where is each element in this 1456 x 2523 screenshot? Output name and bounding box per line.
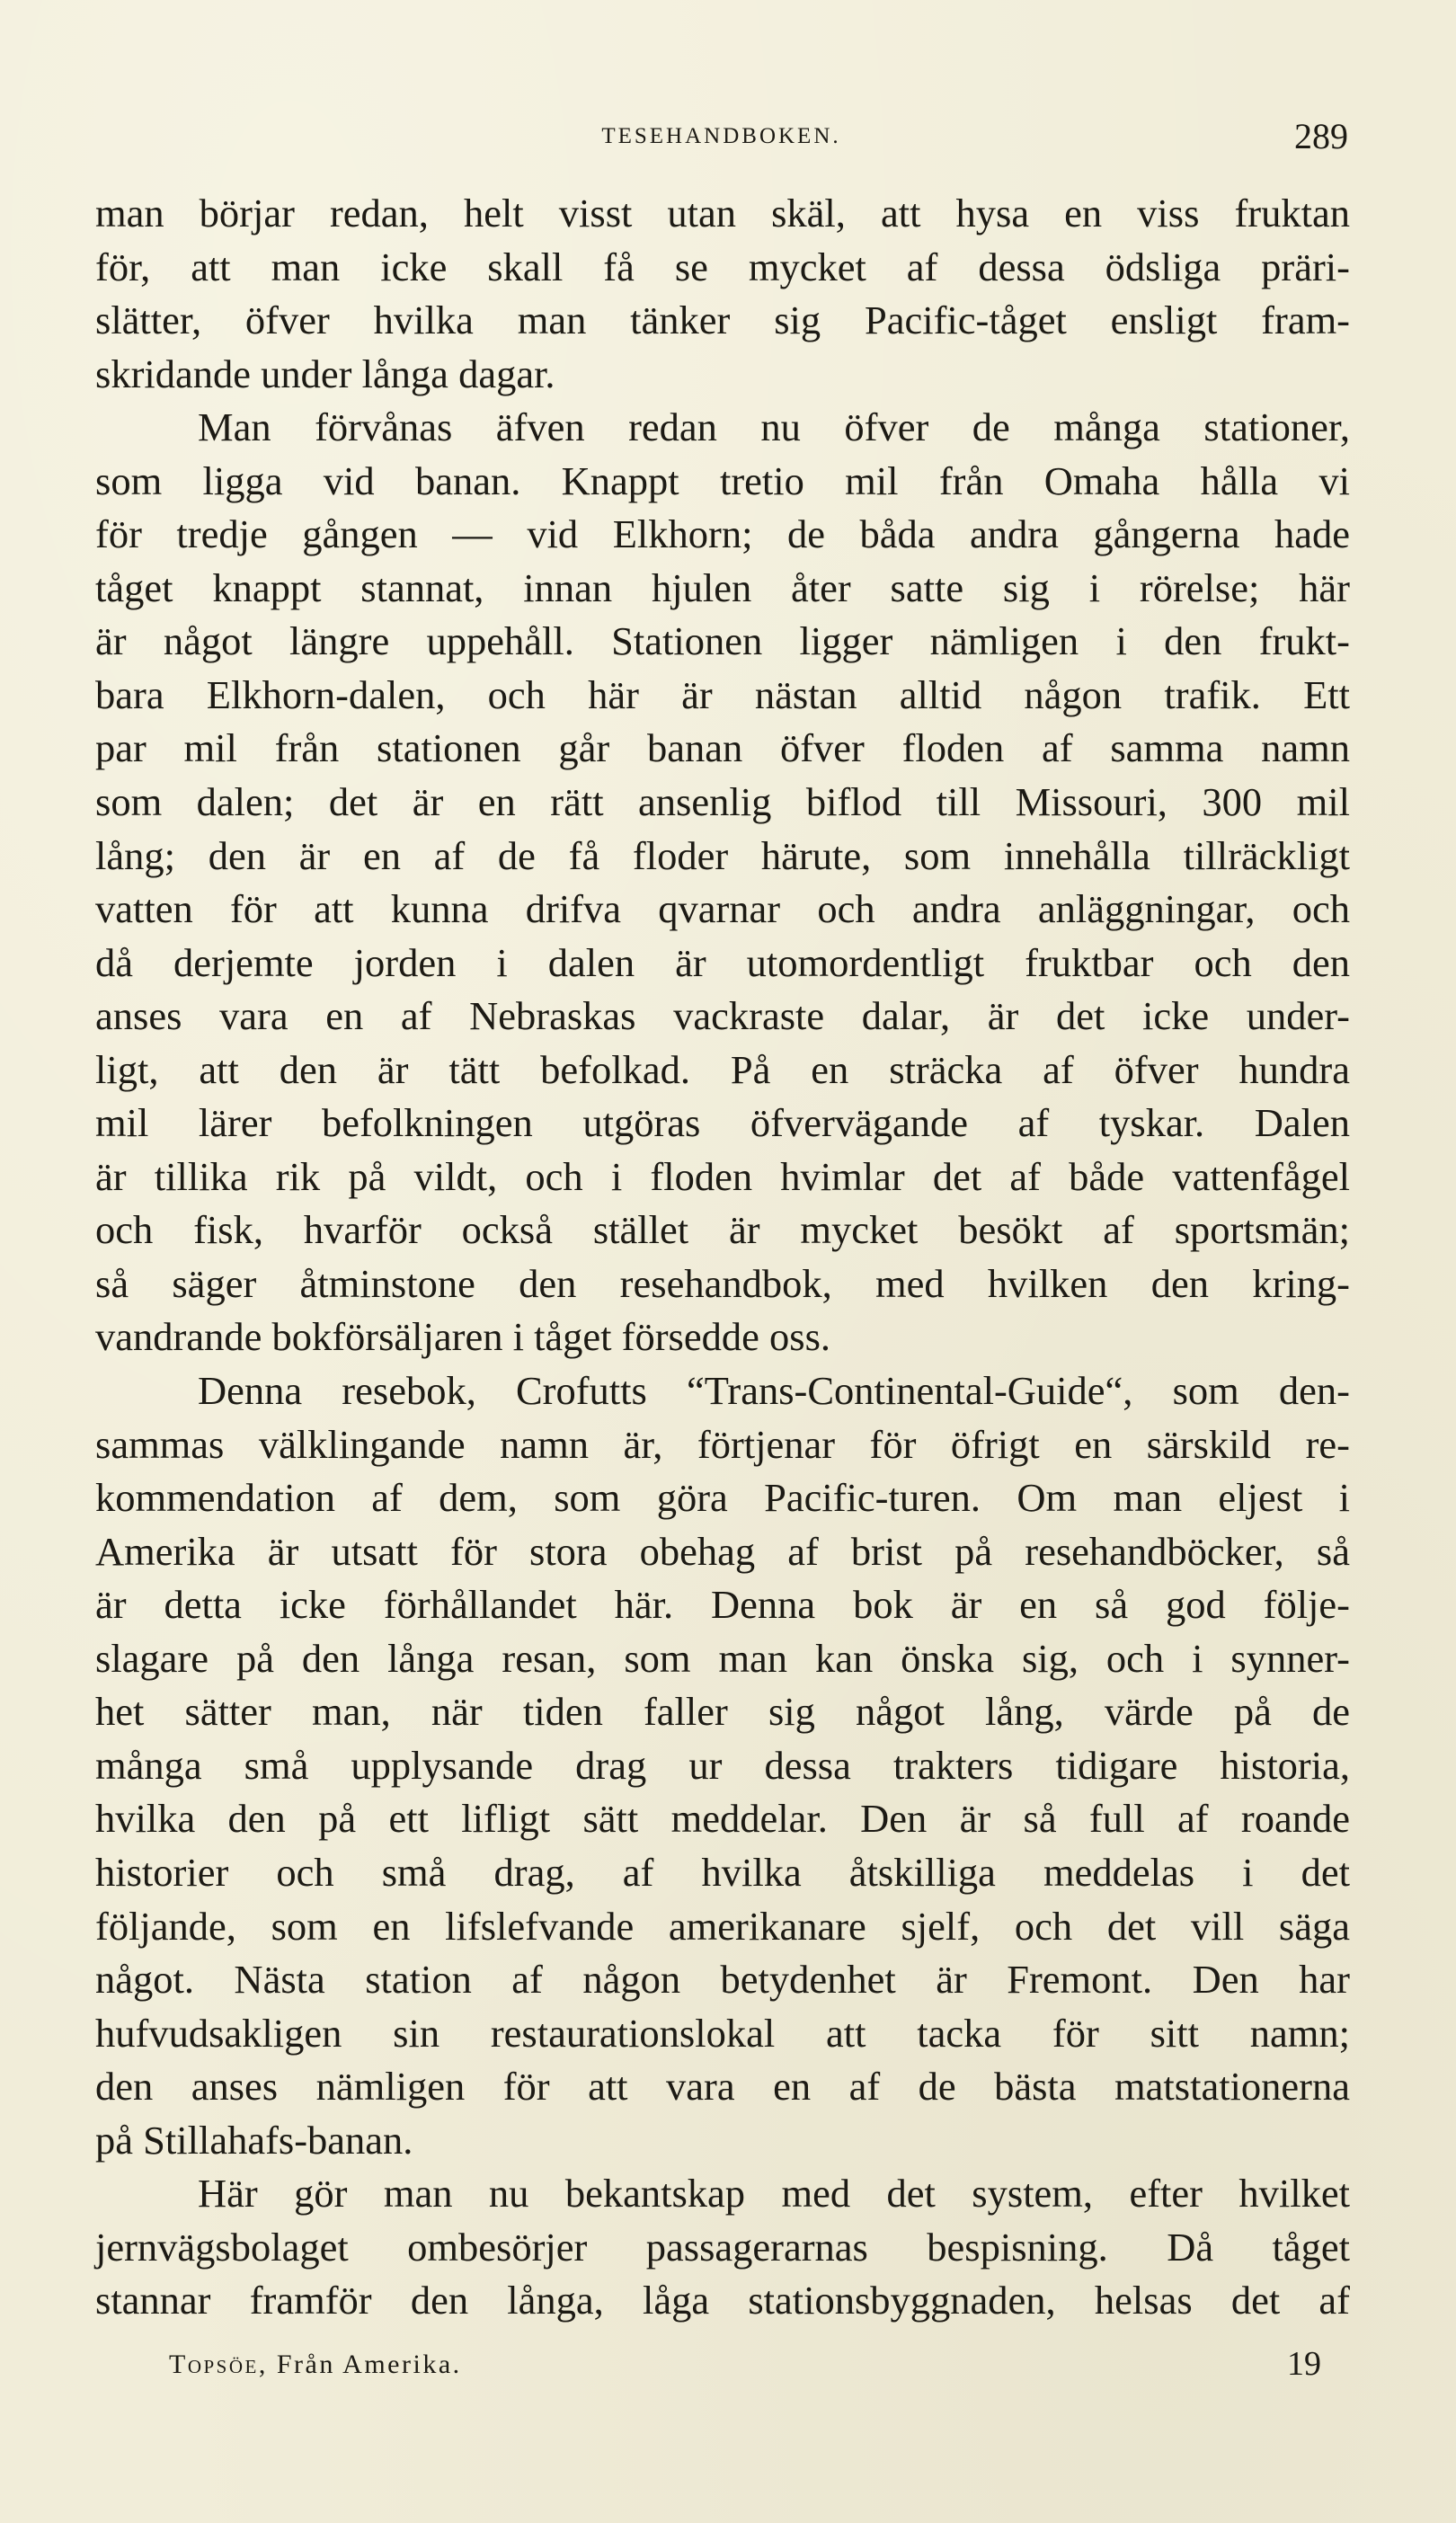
text-line: är detta icke förhållandet här. Denna bok är en så god följe-: [95, 1582, 1350, 1628]
footer: [169, 2344, 1321, 2389]
text-line: man börjar redan, helt visst utan skäl, att hysa en viss fruktan: [95, 191, 1350, 235]
text-line: vatten för att kunna drifva qvarnar och andra anläggningar, och: [95, 886, 1350, 932]
text-line: som ligga vid banan. Knappt tretio mil från Omaha hålla vi: [95, 458, 1350, 503]
text-line: slätter, öfver hvilka man tänker sig Pacific-tåget ensligt fram-: [95, 298, 1350, 343]
text-line: bara Elkhorn-dalen, och här är nästan alltid någon trafik. Ett: [95, 671, 1350, 717]
sheet-number: 19: [1287, 2345, 1321, 2383]
body-text: [95, 187, 1350, 2328]
text-line: skridande under långa dagar.: [95, 351, 555, 396]
footer-author: Topsöe,: [169, 2350, 268, 2379]
text-line: då derjemte jorden i dalen är utomordentligt fruktbar och den: [95, 939, 1350, 985]
running-title: TESEHANDBOKEN.: [601, 124, 841, 148]
text-line: Här gör man nu bekantskap med det system, efter hvilket: [198, 2171, 1350, 2217]
text-line: följande, som en lifslefvande amerikanare sjelf, och det vill säga: [95, 1903, 1350, 1949]
text-line: par mil från stationen går banan öfver floden af samma namn: [95, 725, 1350, 771]
text-line: för, att man icke skall få se mycket af dessa ödsliga präri-: [95, 244, 1350, 289]
text-line: vandrande bokförsäljaren i tåget försedde oss.: [95, 1314, 831, 1360]
text-line: lång; den är en af de få floder härute, som innehålla tillräckligt: [95, 832, 1350, 878]
running-head: [94, 115, 1348, 160]
text-line: historier och små drag, af hvilka åtskilliga meddelas i det: [95, 1849, 1350, 1895]
text-line: ligt, att den är tätt befolkad. På en sträcka af öfver hundra: [95, 1046, 1350, 1092]
text-line: hvilka den på ett lifligt sätt meddelar. Den är så full af roande: [95, 1796, 1350, 1842]
text-line: kommendation af dem, som göra Pacific-turen. Om man eljest i: [95, 1475, 1350, 1521]
text-line: är något längre uppehåll. Stationen ligger nämligen i den frukt-: [95, 618, 1350, 664]
text-line: Denna resebok, Crofutts “Trans-Continental-Guide“, som den-: [198, 1368, 1350, 1414]
text-line: het sätter man, när tiden faller sig något lång, värde på de: [95, 1689, 1350, 1735]
footer-signature: [169, 2350, 462, 2380]
text-line: något. Nästa station af någon betydenhet är Fremont. Den har: [95, 1957, 1350, 2003]
text-line: på Stillahafs-banan.: [95, 2117, 413, 2163]
text-line: så säger åtminstone den resehandbok, med hvilken den kring-: [95, 1260, 1350, 1306]
footer-title: Från Amerika.: [276, 2350, 462, 2379]
text-line: slagare på den långa resan, som man kan önska sig, och i synner-: [95, 1635, 1350, 1681]
text-line: mil lärer befolkningen utgöras öfvervägande af tyskar. Dalen: [95, 1100, 1350, 1146]
text-line: för tredje gången — vid Elkhorn; de båda andra gångerna hade: [95, 511, 1350, 557]
text-line: sammas välklingande namn är, förtjenar för öfrigt en särskild re-: [95, 1421, 1350, 1467]
text-line: och fisk, hvarför också stället är mycket besökt af sportsmän;: [95, 1207, 1350, 1253]
text-line: hufvudsakligen sin restaurationslokal att tacka för sitt namn;: [95, 2010, 1350, 2056]
text-line: är tillika rik på vildt, och i floden hvimlar det af både vattenfågel: [95, 1153, 1350, 1199]
page-number: 289: [1294, 116, 1348, 156]
text-line: som dalen; det är en rätt ansenlig biflod till Missouri, 300 mil: [95, 779, 1350, 825]
text-line: stannar framför den långa, låga stationsbyggnaden, helsas det af: [95, 2278, 1350, 2323]
text-line: jernvägsbolaget ombesörjer passagerarnas bespisning. Då tåget: [95, 2224, 1350, 2270]
text-line: tåget knappt stannat, innan hjulen åter satte sig i rörelse; här: [95, 564, 1350, 610]
text-line: Man förvånas äfven redan nu öfver de många stationer,: [198, 404, 1350, 450]
text-line: Amerika är utsatt för stora obehag af brist på resehandböcker, så: [95, 1528, 1350, 1574]
text-line: den anses nämligen för att vara en af de bästa matstationerna: [95, 2064, 1350, 2110]
text-line: många små upplysande drag ur dessa trakters tidigare historia,: [95, 1742, 1350, 1788]
text-line: anses vara en af Nebraskas vackraste dalar, är det icke under-: [95, 993, 1350, 1039]
